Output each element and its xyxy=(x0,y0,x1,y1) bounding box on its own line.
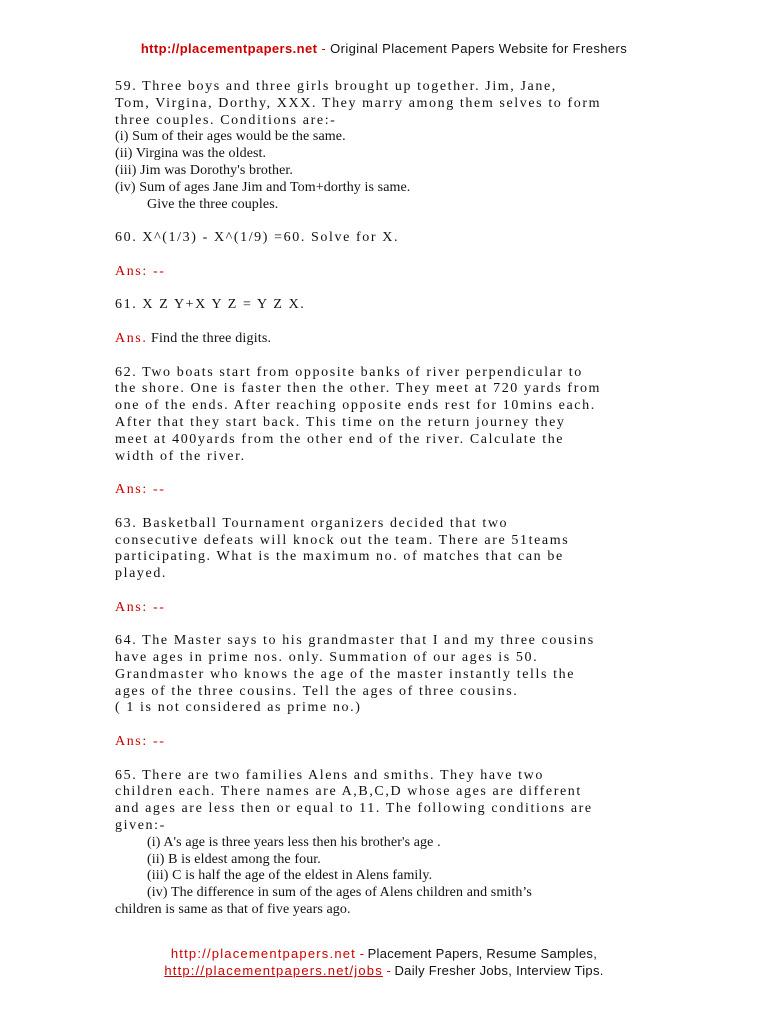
footer-site-link[interactable]: http://placementpapers.net xyxy=(170,946,356,961)
condition-line: (iv) Sum of ages Jane Jim and Tom+dorthy is same. xyxy=(115,179,411,195)
page-header xyxy=(0,41,768,56)
question-line: width of the river. xyxy=(115,448,246,464)
footer-separator: - xyxy=(356,946,368,961)
question-line: consecutive defeats will knock out the team. There are 51teams xyxy=(115,532,570,548)
question-line: ( 1 is not considered as prime no.) xyxy=(115,700,362,716)
question-60: 60. X^(1/3) - X^(1/9) =60. Solve for X. xyxy=(115,230,400,246)
question-line: three couples. Conditions are:- xyxy=(115,112,337,128)
question-line: played. xyxy=(115,566,168,582)
condition-line: (iv) The difference in sum of the ages of Alens children and smith’s xyxy=(147,885,532,901)
footer-line-2 xyxy=(0,962,768,979)
answer-60: Ans: -- xyxy=(115,263,166,279)
question-64 xyxy=(115,633,655,717)
header-site-link[interactable]: http://placementpapers.net xyxy=(140,41,318,56)
question-61: 61. X Z Y+X Y Z = Y Z X. xyxy=(115,297,306,313)
question-line: ages of the three cousins. Tell the ages of three cousins. xyxy=(115,683,519,699)
document-body xyxy=(115,79,655,919)
condition-line: (i) Sum of their ages would be the same. xyxy=(115,129,346,145)
question-line: and ages are less then or equal to 11. The following conditions are xyxy=(115,801,593,817)
question-task: Give the three couples. xyxy=(147,196,279,212)
question-59 xyxy=(115,79,655,213)
question-line: 64. The Master says to his grandmaster that I and my three cousins xyxy=(115,633,595,649)
question-65 xyxy=(115,768,655,919)
condition-line: (iii) Jim was Dorothy's brother. xyxy=(115,162,293,178)
question-line: given:- xyxy=(115,818,166,834)
header-tagline: Original Placement Papers Website for Freshers xyxy=(330,41,628,56)
condition-line: (ii) Virgina was the oldest. xyxy=(115,146,267,162)
question-line: 65. There are two families Alens and smiths. They have two xyxy=(115,767,544,783)
condition-line: (iii) C is half the age of the eldest in Alens family. xyxy=(147,868,433,884)
question-line: 62. Two boats start from opposite banks of river perpendicular to xyxy=(115,364,583,380)
footer-text: Placement Papers, Resume Samples, xyxy=(367,946,598,961)
condition-line: children is same as that of five years ago. xyxy=(115,902,351,918)
question-line: the shore. One is faster then the other. They meet at 720 yards from xyxy=(115,381,602,397)
answer-63: Ans: -- xyxy=(115,599,166,615)
footer-line-1 xyxy=(0,945,768,962)
answer-61 xyxy=(115,331,655,348)
question-line: meet at 400yards from the other end of the river. Calculate the xyxy=(115,431,565,447)
question-line: 63. Basketball Tournament organizers decided that two xyxy=(115,515,509,531)
question-line: one of the ends. After reaching opposite ends rest for 10mins each. xyxy=(115,398,596,414)
page-footer xyxy=(0,945,768,979)
answer-62: Ans: -- xyxy=(115,482,166,498)
question-line: children each. There names are A,B,C,D whose ages are different xyxy=(115,784,582,800)
question-62 xyxy=(115,365,655,466)
question-line: After that they start back. This time on the return journey they xyxy=(115,414,566,430)
condition-line: (ii) B is eldest among the four. xyxy=(147,851,321,867)
question-line: Grandmaster who knows the age of the master instantly tells the xyxy=(115,666,576,682)
footer-separator: - xyxy=(382,963,395,978)
condition-line: (i) A's age is three years less then his brother's age . xyxy=(147,834,441,850)
answer-text: Find the three digits. xyxy=(150,330,272,346)
question-line: have ages in prime nos. only. Summation of our ages is 50. xyxy=(115,650,539,666)
answer-64: Ans: -- xyxy=(115,734,166,750)
answer-label: Ans. xyxy=(115,330,148,346)
header-separator: - xyxy=(317,41,331,56)
question-line: 59. Three boys and three girls brought up together. Jim, Jane, xyxy=(115,79,557,94)
footer-jobs-link[interactable]: http://placementpapers.net/jobs xyxy=(164,963,383,978)
question-line: participating. What is the maximum no. of matches that can be xyxy=(115,549,564,565)
question-line: Tom, Virgina, Dorthy, XXX. They marry among them selves to form xyxy=(115,95,602,111)
footer-text: Daily Fresher Jobs, Interview Tips. xyxy=(394,963,604,978)
question-63 xyxy=(115,516,655,583)
